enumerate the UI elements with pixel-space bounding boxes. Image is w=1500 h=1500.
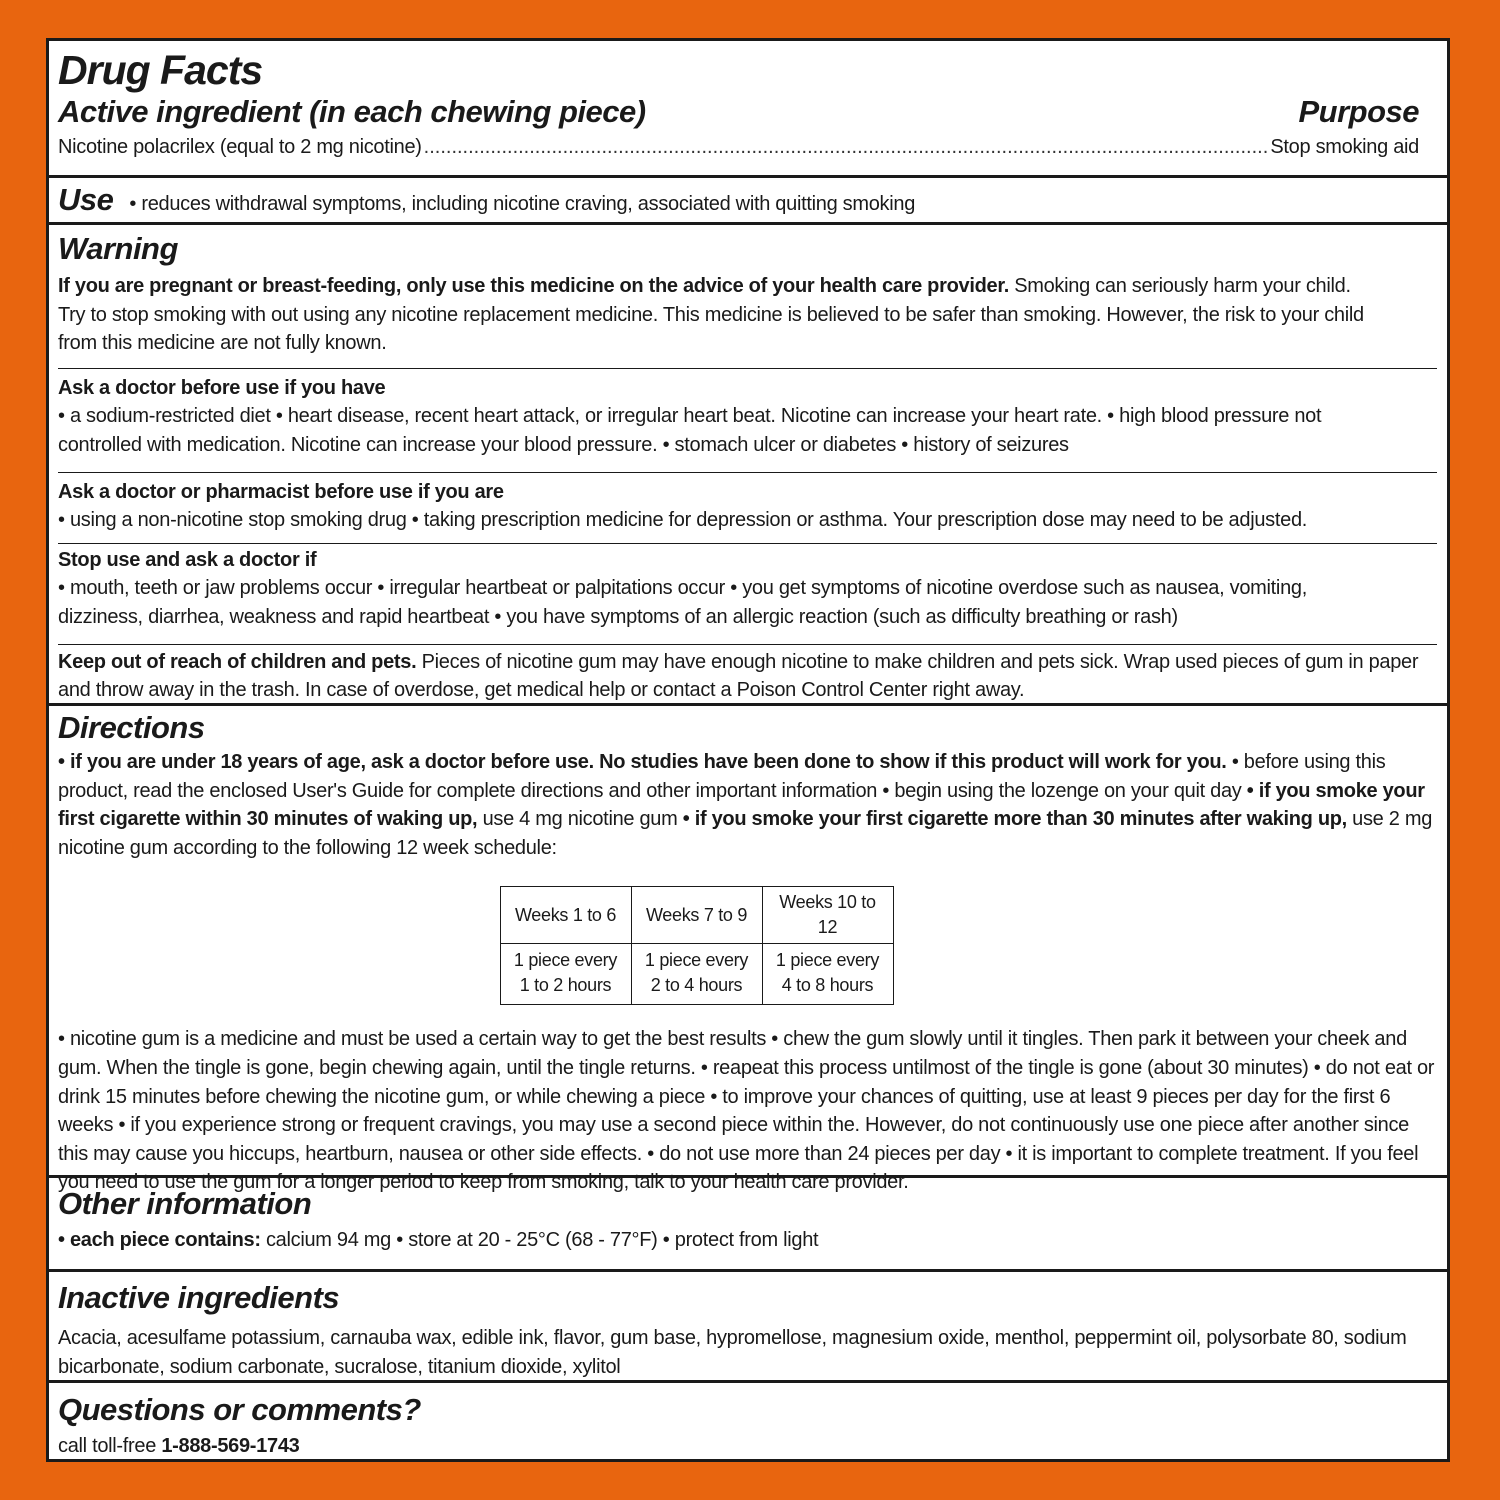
drug-facts-panel <box>46 38 1450 1462</box>
pregnancy-warning-bold: If you are pregnant or breast-feeding, only use this medicine on the advice of your health care provider. <box>58 275 1009 297</box>
stop-use-text: • mouth, teeth or jaw problems occur • irregular heartbeat or palpitations occur • you get symptoms of nicotine overdose such as nausea, vomiting, dizziness, diarrhea, weakness and rapid heartbeat • you have symptoms of an allergic reaction (such as difficulty breathing or rash) <box>58 577 1307 628</box>
schedule-cell <box>631 944 762 1005</box>
schedule-header-row <box>500 887 893 944</box>
ingredient-row <box>58 133 1419 161</box>
pregnancy-warning <box>58 269 1437 362</box>
phone-number[interactable]: 1-888-569-1743 <box>161 1435 300 1457</box>
schedule-cell-line: 4 to 8 hours <box>781 975 874 996</box>
other-information-heading: Other information <box>58 1186 312 1221</box>
schedule-cell <box>762 944 893 1005</box>
active-ingredient-heading: Active ingredient (in each chewing piece) <box>58 94 646 129</box>
directions-heading: Directions <box>58 710 205 745</box>
questions-heading: Questions or comments? <box>58 1392 421 1427</box>
directions-paragraph-1 <box>58 748 1437 862</box>
inactive-ingredients-text: Acacia, acesulfame potassium, carnauba wax, edible ink, flavor, gum base, hypromellose, magnesium oxide, menthol, peppermint oil, polysorbate 80, sodium bicarbonate, sodium carbonate, sucralose, titanium dioxide, xylitol <box>58 1327 1407 1378</box>
use-section <box>49 178 1447 225</box>
keep-out-text: Pieces of nicotine gum may have enough nicotine to make children and pets sick. Wrap used pieces of gum in paper and throw away in the trash. In case of overdose, get medical help or contact a Poison Control Center right away. <box>58 650 1419 702</box>
ask-doctor-heading: Ask a doctor before use if you have <box>58 376 386 399</box>
ask-pharmacist-block <box>58 472 1437 537</box>
directions-bold-1: • if you are under 18 years of age, ask a doctor before use. No studies have been done to show if this product will work for you. <box>58 751 1227 773</box>
directions-text-3: use 2 mg nicotine gum according to the following 12 week schedule: <box>58 808 1433 859</box>
warning-section <box>49 225 1447 706</box>
warning-heading: Warning <box>58 231 178 266</box>
dosing-schedule-table <box>500 886 894 1005</box>
schedule-cell-line: 1 piece every <box>513 950 618 971</box>
ingredient-purpose: Stop smoking aid <box>1270 136 1419 158</box>
use-heading: Use <box>58 182 114 217</box>
questions-section <box>49 1383 1447 1461</box>
directions-paragraph-2: • nicotine gum is a medicine and must be used a certain way to get the best results • chew the gum slowly until it tingles. Then park it between your cheek and gum. When the tingle is gone, begin chewing again, until the tingle returns. • reapeat this process untilmost of the tingle is gone (about 30 minutes) • do not eat or drink 15 minutes before chewing the nicotine gum, or while chewing a piece • to improve your chances of quitting, use at least 9 pieces per day for the first 6 weeks • if you experience strong or frequent cravings, you may use a second piece within the. However, do not continuously use one piece after another since this may cause you hiccups, heartburn, nausea or other side effects. • do not use more than 24 pieces per day • it is important to complete treatment. If you feel you need to use the gum for a longer period to keep from smoking, talk to your health care provider. <box>58 1028 1435 1194</box>
schedule-header-cell: Weeks 7 to 9 <box>631 887 762 944</box>
keep-out-bold: Keep out of reach of children and pets. <box>58 650 417 673</box>
ingredient-name: Nicotine polacrilex (equal to 2 mg nicotine) <box>58 136 422 158</box>
stop-use-block <box>58 543 1437 638</box>
stop-use-heading: Stop use and ask a doctor if <box>58 548 317 571</box>
purpose-heading: Purpose <box>1298 94 1419 129</box>
schedule-cell <box>500 944 631 1005</box>
schedule-cell-line: 1 piece every <box>644 950 749 971</box>
directions-section <box>49 706 1447 1194</box>
active-ingredient-header-row <box>58 92 1437 132</box>
other-information-bold: • each piece contains: <box>58 1229 261 1251</box>
inactive-ingredients-section <box>49 1272 1447 1383</box>
active-ingredient-section <box>49 41 1447 178</box>
directions-text-2: use 4 mg nicotine gum <box>477 808 683 831</box>
directions-bold-3: • if you smoke your first cigarette more than 30 minutes after waking up, <box>682 808 1347 831</box>
schedule-header-cell: Weeks 1 to 6 <box>500 887 631 944</box>
questions-call-label: call toll-free <box>58 1435 162 1457</box>
keep-out-block <box>58 644 1437 705</box>
schedule-cell-line: 1 to 2 hours <box>519 975 612 996</box>
schedule-cell-line: 2 to 4 hours <box>650 975 743 996</box>
pregnancy-warning-text: Smoking can seriously harm your child. Try to stop smoking with out using any nicotine replacement medicine. This medicine is believed to be safer than smoking. However, the risk to your child from this medicine are not fully known. <box>58 275 1364 355</box>
other-information-body: calcium 94 mg • store at 20 - 25°C (68 - 77°F) • protect from light <box>260 1229 819 1251</box>
ask-pharmacist-text: • using a non-nicotine stop smoking drug • taking prescription medicine for depression or asthma. Your prescription dose may need to be adjusted. <box>58 509 1308 532</box>
use-line <box>58 180 1437 220</box>
schedule-body-row <box>500 944 893 1005</box>
other-information-text <box>58 1226 1437 1255</box>
schedule-header-cell: Weeks 10 to 12 <box>762 887 893 944</box>
drug-facts-title: Drug Facts <box>58 47 263 93</box>
inactive-ingredients-heading: Inactive ingredients <box>58 1280 340 1315</box>
questions-text <box>58 1432 1437 1461</box>
ask-doctor-text: • a sodium-restricted diet • heart disease, recent heart attack, or irregular heart beat. Nicotine can increase your heart rate. • high blood pressure not controlled with medication. Nicotine can increase your blood pressure. • stomach ulcer or diabetes • history of seizures <box>58 405 1322 456</box>
ask-pharmacist-heading: Ask a doctor or pharmacist before use if you are <box>58 480 504 503</box>
directions-text-1: • before using this product, read the enclosed User's Guide for complete directions and other important information • begin using the lozenge on your quit day <box>58 751 1386 802</box>
directions-bold-2: • if you smoke your first cigarette within 30 minutes of waking up, <box>58 779 1425 831</box>
use-text: • reduces withdrawal symptoms, including nicotine craving, associated with quitting smoking <box>129 193 916 215</box>
ask-doctor-block <box>58 368 1437 466</box>
schedule-cell-line: 1 piece every <box>775 950 880 971</box>
leader-dots <box>424 133 1269 161</box>
